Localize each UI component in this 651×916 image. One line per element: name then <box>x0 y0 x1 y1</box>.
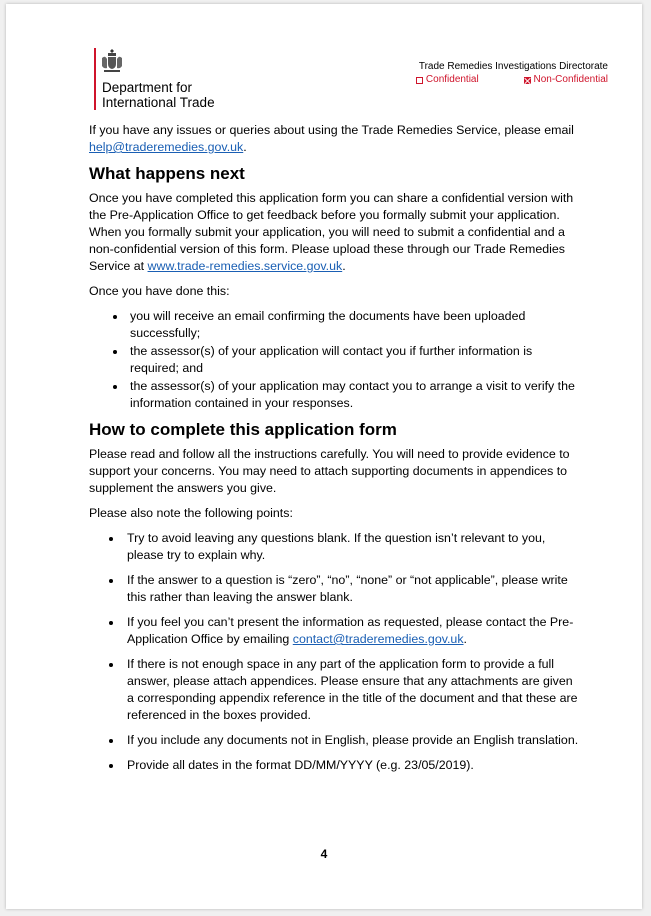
directorate-block <box>416 61 608 88</box>
list-item <box>109 530 579 564</box>
list-item-text: If you include any documents not in English, please provide an English translation. <box>127 733 579 747</box>
non-confidential-marker <box>524 74 609 86</box>
list-item <box>109 732 579 749</box>
what-happens-next-text-end: . <box>342 259 346 273</box>
bullet-icon <box>113 315 117 319</box>
help-email-link[interactable]: help@traderemedies.gov.uk <box>89 140 244 154</box>
page-number: 4 <box>320 847 328 861</box>
intro-paragraph <box>89 122 579 156</box>
next-steps-list <box>113 308 579 412</box>
bullet-icon <box>109 621 113 625</box>
list-item <box>113 343 579 377</box>
organisation-name <box>102 80 215 110</box>
list-item-text: If the answer to a question is “zero”, “no”, “none” or “not applicable”, please write this rather than leaving the answer blank. <box>127 573 568 604</box>
confidential-checkbox-icon <box>416 77 423 84</box>
points-intro-paragraph: Please also note the following points: <box>89 506 293 520</box>
list-item-text: you will receive an email confirming the documents have been uploaded successfully; <box>130 309 526 340</box>
list-item <box>113 308 579 342</box>
how-to-complete-heading: How to complete this application form <box>89 420 397 439</box>
list-item <box>109 614 579 648</box>
non-confidential-label: Non-Confidential <box>533 74 608 85</box>
confidential-marker <box>416 74 479 86</box>
list-item-text: the assessor(s) of your application may contact you to arrange a visit to verify the information contained in your responses. <box>130 379 575 410</box>
list-item <box>109 757 579 774</box>
non-confidential-checked-icon <box>524 77 531 84</box>
list-item-text: If you feel you can’t present the information as requested, please contact the Pre-Application Office by emailing <box>127 615 574 646</box>
points-list <box>109 530 579 774</box>
organisation-line-2: International Trade <box>102 95 215 110</box>
royal-coat-of-arms-icon <box>101 48 123 74</box>
bullet-icon <box>109 739 113 743</box>
page-content <box>89 122 579 782</box>
list-item-text: the assessor(s) of your application will contact you if further information is required; and <box>130 344 533 375</box>
document-page <box>6 4 642 909</box>
what-happens-next-text: Once you have completed this application form you can share a confidential version with the Pre-Application Office to get feedback before you formally submit your application. When you formally submit your application, you will need to submit a confidential and a non-confidential version of this form. Please upload these through our Trade Remedies Service at <box>89 191 574 273</box>
confidential-label: Confidential <box>425 74 479 85</box>
once-done-paragraph: Once you have done this: <box>89 284 230 298</box>
list-item <box>109 572 579 606</box>
bullet-icon <box>109 579 113 583</box>
what-happens-next-paragraph <box>89 190 579 275</box>
bullet-icon <box>109 537 113 541</box>
list-item-text: If there is not enough space in any part of the application form to provide a full answer, please attach appendices. Please ensure that any attachments are given a corresponding appendix reference in the title of the document and that these are referenced in the boxes provided. <box>127 657 578 722</box>
list-item <box>113 378 579 412</box>
contact-email-link[interactable]: contact@traderemedies.gov.uk <box>292 632 464 646</box>
directorate-title: Trade Remedies Investigations Directorate <box>418 61 608 72</box>
list-item <box>109 656 579 724</box>
organisation-line-1: Department for <box>102 80 193 95</box>
bullet-icon <box>113 385 117 389</box>
crest-divider <box>90 48 98 110</box>
intro-text-end: . <box>243 140 247 154</box>
bullet-icon <box>113 350 117 354</box>
list-item-text: Try to avoid leaving any questions blank. If the question isn’t relevant to you, please try to explain why. <box>127 531 546 562</box>
list-item-text-end: . <box>463 632 467 646</box>
instructions-paragraph: Please read and follow all the instructions carefully. You will need to provide evidence to support your concerns. You may need to attach supporting documents in appendices to supplement the answers you give. <box>89 447 570 495</box>
what-happens-next-heading: What happens next <box>89 164 245 183</box>
bullet-icon <box>109 663 113 667</box>
trade-remedies-service-link[interactable]: www.trade-remedies.service.gov.uk <box>147 259 343 273</box>
intro-text: If you have any issues or queries about using the Trade Remedies Service, please email <box>89 123 574 137</box>
list-item-text: Provide all dates in the format DD/MM/YYYY (e.g. 23/05/2019). <box>127 758 474 772</box>
bullet-icon <box>109 764 113 768</box>
